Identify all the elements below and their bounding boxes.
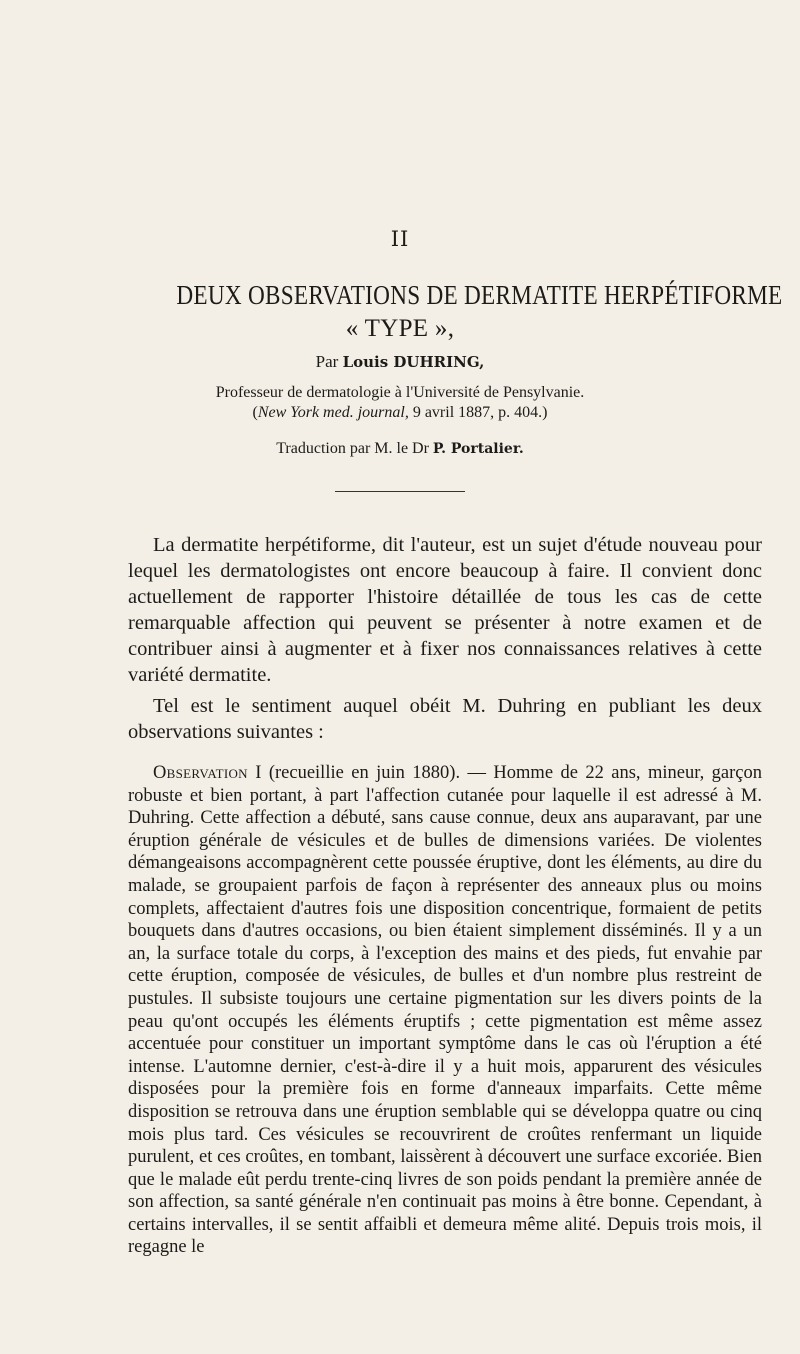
translator-name: P. Portalier. [432,441,524,457]
observation-label: Observation [153,763,248,783]
introduction [128,532,762,745]
article-title [140,278,783,346]
observation-paragraph [128,762,762,1259]
separator-rule [335,491,465,492]
author-affiliation: Professeur de dermatologie à l'Université de Pensylvanie. [215,384,585,401]
author-name: Louis DUHRING, [342,353,485,371]
intro-paragraph-1: La dermatite herpétiforme, dit l'auteur, est un sujet d'étude nouveau pour lequel les dermatologistes ont encore beaucoup à faire. Il convient donc actuellement de rapporter l'histoire détaillée de tous les cas de cette remarquable affection qui peuvent se présenter à notre examen et de contribuer ainsi à augmenter et à fixer nos connaissances relatives à cette variété dermatite. [128,534,762,686]
byline-prefix: Par [315,352,339,371]
author-line [0,352,800,372]
source-reference [0,404,800,422]
section-number: II [390,227,410,251]
title-line-2: « TYPE », [345,315,455,342]
intro-paragraph-2: Tel est le sentiment auquel obéit M. Duhring en publiant les deux observations suivantes : [128,695,762,743]
translation-credit [0,440,800,458]
observation-section [128,762,762,1259]
observation-text: I (recueillie en juin 1880). — Homme de 22 ans, mineur, garçon robuste et bien portant, à part l'affection cutanée pour laquelle il est adressé à M. Duhring. Cette affection a débuté, sans cause connue, deux ans auparavant, par une éruption générale de vésicules et de bulles de dimensions variées. De violentes démangeaisons accompagnèrent cette poussée éruptive, dont les éléments, au dire du malade, se groupaient parfois de façon à représenter des anneaux plus ou moins complets, affectaient d'autres fois une disposition concentrique, formaient de petits bouquets dans d'autres occasions, ou bien étaient simplement disséminés. Il y a un an, la surface totale du corps, à l'exception des mains et des pieds, fut envahie par cette éruption, composée de vésicules, de bulles et d'un nombre plus restreint de pustules. Il subsiste toujours une certaine pigmentation sur les divers points de la peau qu'ont occupés les éléments éruptifs ; cette pigmentation est même assez accentuée pour constituer un important symptôme dans le cas où l'éruption a été intense. L'automne dernier, c'est-à-dire il y a huit mois, apparurent des vésicules disposées pour la première fois en forme d'anneaux imparfaits. Cette même disposition se retrouva dans une éruption semblable qui se développa quatre ou cinq mois plus tard. Ces vésicules se recouvrirent de croûtes renfermant un liquide purulent, et ces croûtes, en tombant, laissèrent à découvert une surface excoriée. Bien que le malade eût perdu trente-cinq livres de son poids pendant la première année de son affection, sa santé générale n'en continuait pas moins à être bonne. Cependant, à certains intervalles, il se sentit affaibli et demeura même alité. Depuis trois mois, il regagne le [128,763,762,1258]
journal-name: New York med. journal, [257,404,409,421]
translation-prefix: Traduction par M. le Dr [276,440,429,457]
ref-open: ( [252,404,258,421]
ref-details: 9 avril 1887, p. 404.) [408,404,548,421]
title-line-1: DEUX OBSERVATIONS DE DERMATITE HERPÉTIFORME [176,280,783,310]
